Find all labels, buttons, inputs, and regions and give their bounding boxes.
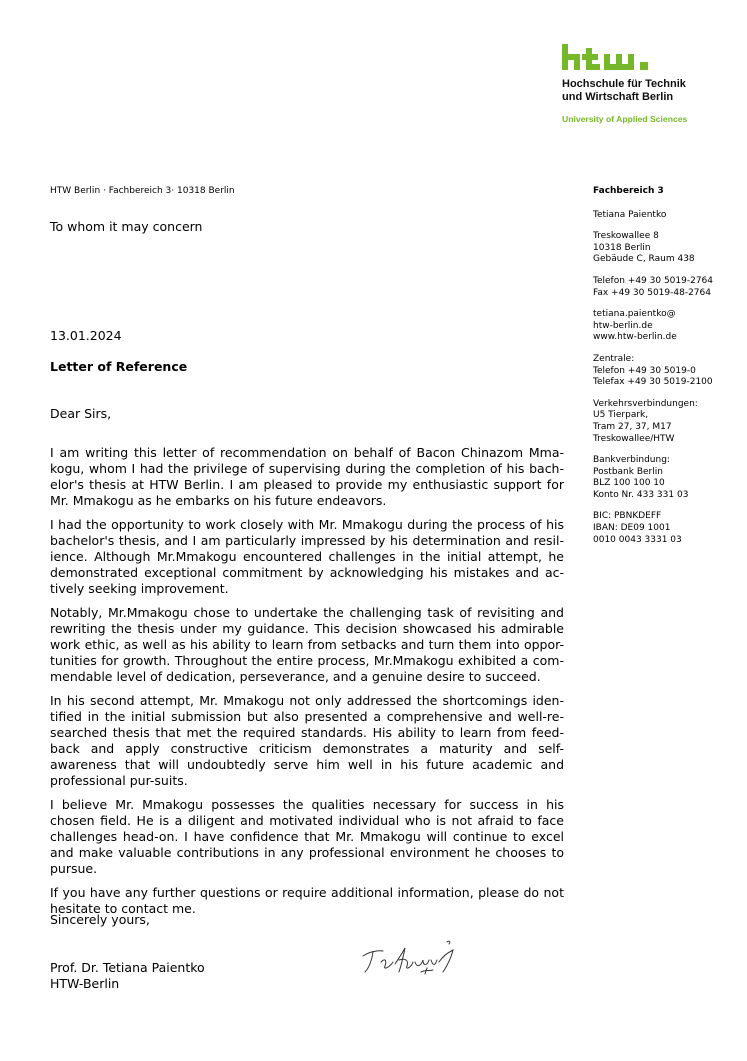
paragraph: Notably, Mr.Mmakogu chose to undertake the challenging task of revisiting and rewriting the thesis under my guidance. This decision showcased his admirable work ethic, as well as his ability to learn from setbacks and turn them into oppor-tunities for growth. Throughout the entire process, Mr.Mmakogu exhibited a com-mendable level of dedication, perseverance, and a genuine desire to succeed. bbox=[50, 605, 564, 684]
website-line: www.htw-berlin.de bbox=[593, 332, 677, 343]
email-line: htw-berlin.de bbox=[593, 320, 653, 331]
transport-block bbox=[593, 399, 743, 445]
bank-block bbox=[593, 455, 743, 501]
address-line: Treskowallee 8 bbox=[593, 231, 659, 242]
htw-wordmark-icon bbox=[562, 44, 658, 72]
address-line: 10318 Berlin bbox=[593, 242, 651, 253]
web-block bbox=[593, 309, 743, 344]
fax-line: Fax +49 30 5019-48-2764 bbox=[593, 287, 711, 298]
htw-logo bbox=[562, 44, 722, 124]
recipient: To whom it may concern bbox=[50, 219, 203, 234]
paragraph: I believe Mr. Mmakogu possesses the qualities necessary for success in his chosen field. He is a diligent and motivated individual who is not afraid to face challenges head-on. I have confidence that Mr. Mmakogu will continue to excel and make valuable contributions in any professional environment he chooses to pursue. bbox=[50, 797, 564, 876]
university-name bbox=[562, 78, 722, 104]
university-name-line-1: Hochschule für Technik bbox=[562, 78, 686, 90]
central-line: Telefax +49 30 5019-2100 bbox=[593, 377, 713, 388]
contact-name bbox=[593, 210, 743, 222]
contact-sidebar bbox=[593, 186, 743, 556]
central-line: Telefon +49 30 5019-0 bbox=[593, 365, 696, 376]
phone-line: Telefon +49 30 5019-2764 bbox=[593, 275, 714, 286]
iban-line: 0010 0043 3331 03 bbox=[593, 534, 682, 545]
greeting: Dear Sirs, bbox=[50, 406, 112, 421]
paragraph: I am writing this letter of recommendation on behalf of Bacon Chinazom Mma-kogu, whom I had the privilege of supervising during the completion of his bach-elor's thesis at HTW Berlin. I am pleased to provide my enthusiastic support for Mr. Mmakogu as he embarks on his future endeavors. bbox=[50, 445, 564, 508]
signer-block bbox=[50, 960, 205, 992]
letter-body bbox=[50, 445, 564, 925]
bank-line: Konto Nr. 433 331 03 bbox=[593, 489, 689, 500]
handwritten-signature bbox=[355, 938, 485, 987]
bank-line: BLZ 100 100 10 bbox=[593, 478, 665, 489]
department-title: Fachbereich 3 bbox=[593, 186, 664, 196]
transport-line: Tram 27, 37, M17 bbox=[593, 421, 672, 432]
central-line: Zentrale: bbox=[593, 353, 635, 364]
closing: Sincerely yours, bbox=[50, 912, 150, 927]
iban-block bbox=[593, 511, 743, 546]
iban-line: IBAN: DE09 1001 bbox=[593, 523, 671, 534]
phone-block bbox=[593, 276, 743, 299]
email-line: tetiana.paientko@ bbox=[593, 309, 676, 320]
address-line: Gebäude C, Raum 438 bbox=[593, 254, 695, 265]
letter-subject: Letter of Reference bbox=[50, 359, 188, 374]
bank-line: Bankverbindung: bbox=[593, 455, 670, 466]
signer-name: Prof. Dr. Tetiana Paientko bbox=[50, 960, 205, 975]
university-name-line-2: und Wirtschaft Berlin bbox=[562, 91, 674, 103]
iban-line: BIC: PBNKDEFF bbox=[593, 511, 662, 522]
contact-name-text: Tetiana Paientko bbox=[593, 209, 667, 220]
paragraph: If you have any further questions or require additional information, please do not hesitate to contact me. bbox=[50, 885, 564, 916]
address-block bbox=[593, 231, 743, 266]
letter-date: 13.01.2024 bbox=[50, 328, 122, 343]
signer-org: HTW-Berlin bbox=[50, 976, 120, 991]
transport-line: U5 Tierpark, bbox=[593, 410, 649, 421]
bank-line: Postbank Berlin bbox=[593, 466, 663, 477]
paragraph: In his second attempt, Mr. Mmakogu not only addressed the shortcomings iden-tified in the initial submission but also presented a comprehensive and well-re-searched thesis that met the required standards. His ability to learn from feed-back and apply constructive criticism demonstrates a maturity and self-awareness that will undoubtedly serve him well in his future academic and professional pur-suits. bbox=[50, 693, 564, 788]
central-block bbox=[593, 354, 743, 389]
sender-line: HTW Berlin · Fachbereich 3· 10318 Berlin bbox=[50, 186, 235, 196]
transport-line: Treskowallee/HTW bbox=[593, 433, 675, 444]
paragraph: I had the opportunity to work closely with Mr. Mmakogu during the process of his bachelor's thesis, and I am particularly impressed by his determination and resil-ience. Although Mr.Mmakogu encountered challenges in the initial attempt, he demonstrated exceptional commitment by acknowledging his mistakes and ac-tively seeking improvement. bbox=[50, 517, 564, 596]
transport-line: Verkehrsverbindungen: bbox=[593, 398, 698, 409]
university-subtitle: University of Applied Sciences bbox=[562, 114, 688, 124]
